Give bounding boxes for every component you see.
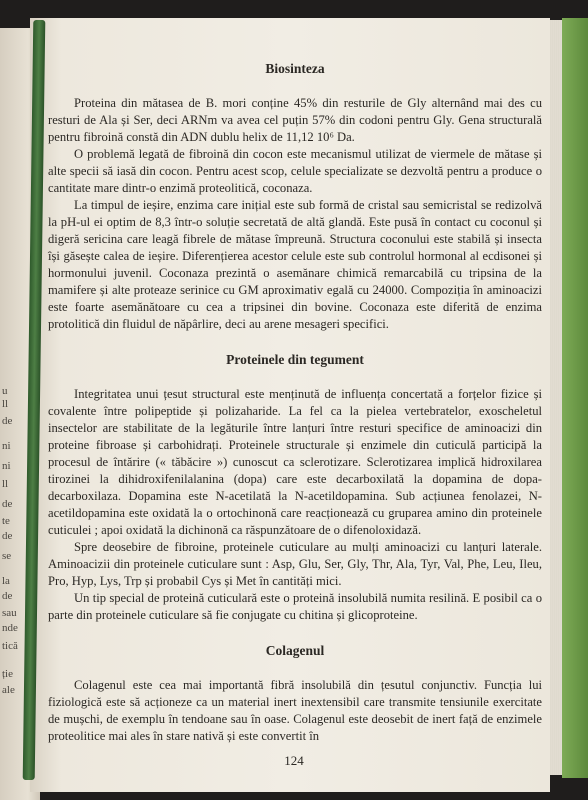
page-number: 124: [284, 753, 304, 768]
section-biosinteza: [48, 60, 542, 333]
margin-fragment: de: [2, 498, 13, 510]
margin-fragment: sau: [2, 607, 17, 619]
margin-fragment: te: [2, 515, 10, 527]
paragraph: Un tip special de proteină cuticulară este o proteină insolubilă numita resilină. E posibil ca o parte din proteinele cuticulare să fie conjugate cu chitina și glicoproteine.: [48, 591, 542, 622]
margin-fragment: tică: [2, 640, 18, 652]
paragraph: La timpul de ieșire, enzima care inițial este sub formă de cristal sau semicristal se redizolvă la pH-ul ei optim de 8,3 într-o soluție secretată de altă glandă. Este pusă în contact cu coconul și digeră sericina care leagă fibrele de mătase împreună. Structura coconului este stabilă și insecta își găsește calea de ieșire. Diferențierea acestor celule este sub controlul hormonal al ecdisonei și hormonului juvenil. Coconaza prezintă o asemănare chimică remarcabilă cu tripsina de la mamifere și alte proteaze serinice cu GM aproximativ egală cu 24000. Compoziția în aminoacizi este foarte asemănătoare cu cea a tripsinei din bovine. Coconaza este diferită de enzima protolitică din fluidul de năpârlire, deci au arene mesageri specifici.: [48, 198, 542, 331]
margin-fragment: de: [2, 590, 13, 602]
section-heading: Colagenul: [265, 643, 325, 658]
margin-fragment: ni: [2, 460, 11, 472]
paragraph: Spre deosebire de fibroine, proteinele cuticulare au mulți aminoacizi cu lanțuri laterale. Aminoacizii din proteinele cuticulare sunt : Asp, Glu, Ser, Gly, Thr, Ala, Tyr, Val, Phe, Leu, Ileu, Pro, Hyp, Lys, Trp și probabil Cys și Met în cantități mici.: [48, 540, 542, 588]
paragraph: Colagenul este cea mai importantă fibră insolubilă din țesutul conjunctiv. Funcția lui fiziologică este să acționeze ca un material inert inextensibil care transmite tensiunile exercitate de mușchi, de exemplu în tendoane sau în oase. Colagenul este deosebit de inert față de enzimele proteolitice mai ales în stare nativă și este convertit în: [48, 678, 542, 743]
section-heading: Biosinteza: [265, 61, 325, 76]
margin-fragment: ție: [2, 668, 13, 680]
margin-fragment: se: [2, 550, 12, 562]
margin-fragment: la: [2, 575, 10, 587]
section-heading: Proteinele din tegument: [226, 352, 364, 367]
margin-fragment: ale: [2, 684, 15, 696]
paragraph: Proteina din mătasea de B. mori conține 45% din resturile de Gly alternând mai des cu resturi de Ala și Ser, deci ARNm va avea cel puțin 57% din codoni pentru Gly. Gena structurală pentru fibroină constă din ADN dublu helix de 11,12 10⁶ Da.: [48, 96, 542, 144]
margin-fragment: u: [2, 385, 8, 397]
page-content: [48, 60, 542, 745]
paragraph: O problemă legată de fibroină din cocon este mecanismul utilizat de viermele de mătase și alte specii să iasă din cocon. Pentru acest scop, celule specializate se dezvoltă pentru a produce o cantitate mare dintr-o enzimă proteolitică, coconaza.: [48, 147, 542, 195]
margin-fragment: de: [2, 530, 13, 542]
margin-fragment: nde: [2, 622, 18, 634]
margin-fragment: ll: [2, 478, 9, 490]
section-colagenul: [48, 642, 542, 745]
paragraph: Integritatea unui țesut structural este menținută de influența concertată a forțelor fizice și covalente între polipeptide și polizaharide. La fel ca la pielea vertebratelor, exoscheletul insectelor are stabilitate de la legăturile între lanțuri între resturi specifice de aminoacizi din proteine fibroase și carbohidrați. Proteinele structurale și enzimele din cuticulă participă la procesul de întărire (« tăbăcire ») cunoscut ca sclerotizare. Sclerotizarea implică hidroxilarea tirozinei la dihidroxifenilalanina (dopa) care este decarboxilată la dopamina de dopa-decarboxilaza. Dopamina este N-acetilată la N-acetildopamina. Sub acțiunea fenolazei, N-acetildopamina este oxidată la o ortochinonă care reacționează cu gruparea amino din proteinele cuticulei ; apoi oxidată la dichinonă ca răspunzătoare de o difenoloxidază.: [48, 387, 542, 537]
margin-fragment: ll: [2, 398, 9, 410]
section-proteinele-din-tegument: [48, 351, 542, 624]
margin-fragment: de: [2, 415, 13, 427]
margin-fragment: ni: [2, 440, 11, 452]
book-cover-edge: [562, 18, 588, 778]
